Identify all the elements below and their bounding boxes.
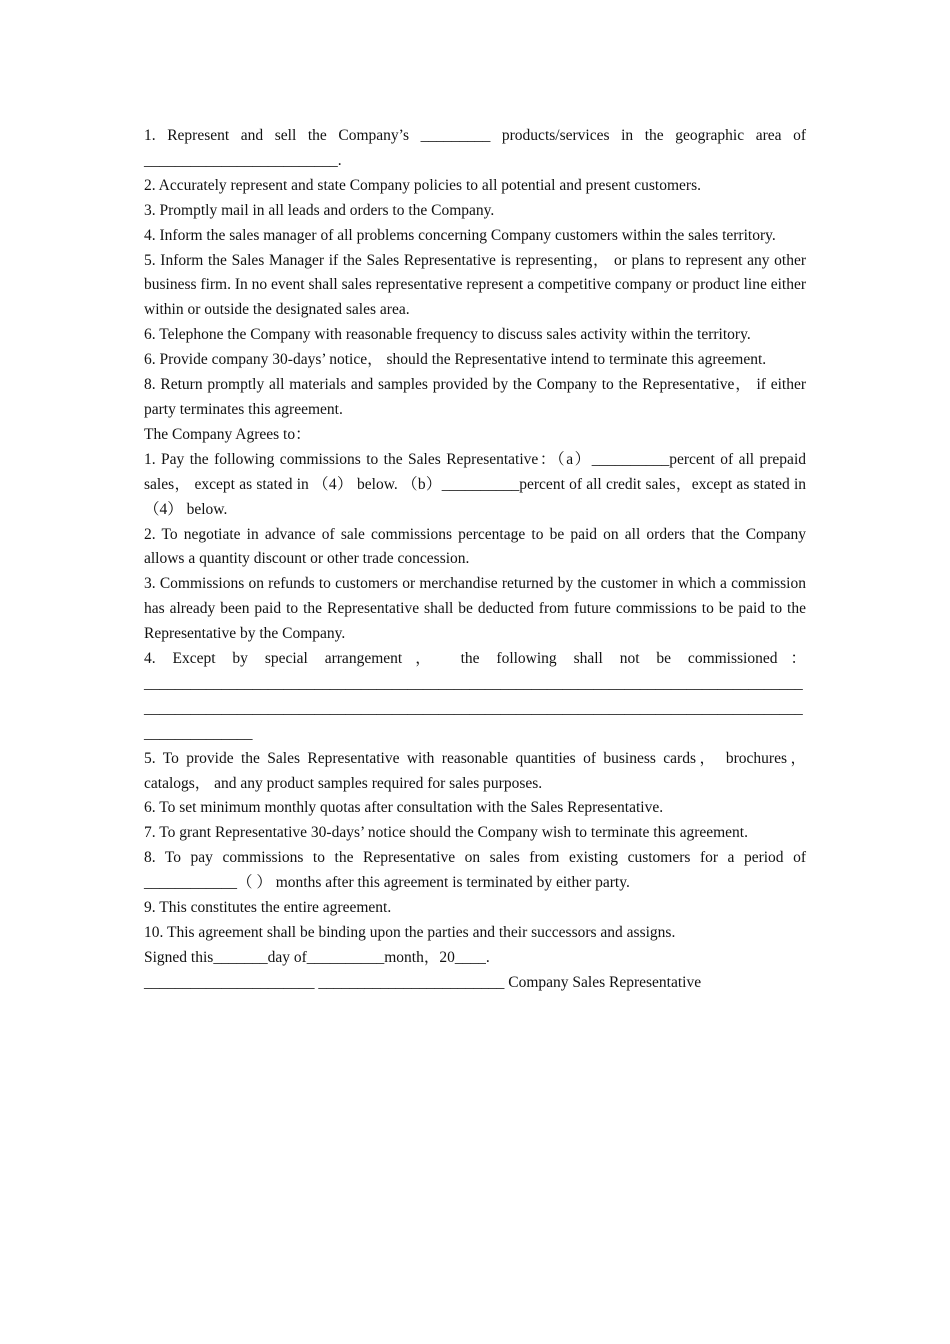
agreement-body: [144, 124, 806, 996]
company-agrees-heading: The Company Agrees to：: [144, 425, 311, 443]
duty-item-6b: 6. Provide company 30-days’ notice， should the Representative intend to terminate this agreement.: [144, 351, 767, 369]
agree-item-7: 7. To grant Representative 30-days’ notice should the Company wish to terminate this agreement.: [144, 824, 748, 842]
duty-item-2: 2. Accurately represent and state Company policies to all potential and present customers.: [144, 176, 701, 194]
agree-item-5: 5. To provide the Sales Representative with reasonable quantities of business cards， brochures，catalogs， and any product samples required for sales purposes.: [144, 749, 806, 792]
signature-parties-line: ______________________ ________________________ Company Sales Representative: [144, 973, 702, 991]
agree-item-3: 3. Commissions on refunds to customers or merchandise returned by the customer in which a commission has already been paid to the Representative shall be deducted from future commissions to be paid to the Representative by the Company.: [144, 575, 806, 643]
agree-item-9: 9. This constitutes the entire agreement.: [144, 899, 392, 917]
duty-item-4: 4. Inform the sales manager of all problems concerning Company customers within the sales territory.: [144, 226, 776, 244]
signed-date-line: Signed this_______day of__________month，20____.: [144, 948, 490, 966]
agree-item-6: 6. To set minimum monthly quotas after consultation with the Sales Representative.: [144, 799, 664, 817]
duty-item-3: 3. Promptly mail in all leads and orders to the Company.: [144, 201, 495, 219]
agree-item-8: 8. To pay commissions to the Representative on sales from existing customers for a period of ____________（ ） months after this agreement is terminated by either party.: [144, 849, 806, 892]
duty-item-6: 6. Telephone the Company with reasonable frequency to discuss sales activity within the territory.: [144, 326, 751, 344]
agree-item-10: 10. This agreement shall be binding upon the parties and their successors and assigns.: [144, 924, 676, 941]
duty-item-5: 5. Inform the Sales Manager if the Sales Representative is representing， or plans to represent any other business firm. In no event shall sales representative represent a competitive company or product line either within or outside the designated sales area.: [144, 251, 806, 319]
duty-item-1: 1. Represent and sell the Company’s _________ products/services in the geographic area of _________________________.: [144, 127, 806, 169]
agree-item-4: 4. Except by special arrangement， the following shall not be commissioned：________________________________________________________________________________________________________________________________________________________________________________________: [144, 650, 806, 742]
agree-item-1: 1. Pay the following commissions to the Sales Representative：（a）__________percent of all prepaid sales， except as stated in （4） below. （b）__________percent of all credit sales，except as stated in （4） below.: [144, 450, 806, 518]
duty-item-8: 8. Return promptly all materials and samples provided by the Company to the Representative， if either party terminates this agreement.: [144, 376, 806, 418]
agree-item-2: 2. To negotiate in advance of sale commissions percentage to be paid on all orders that the Company allows a quantity discount or other trade concession.: [144, 525, 806, 568]
